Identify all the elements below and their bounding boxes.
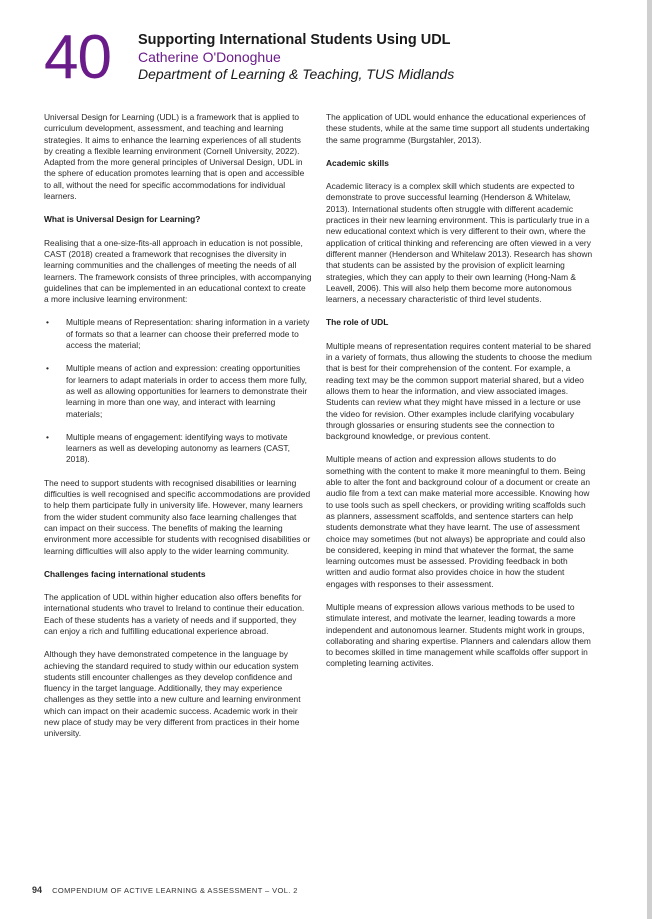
enhance-paragraph: The application of UDL would enhance the educational experiences of these students, while at the same time support all students undertaking the same programme (Burgstahler, 2013). <box>326 112 590 145</box>
page-edge-bar <box>647 0 652 919</box>
list-item-text: Multiple means of Representation: sharing information in a variety of formats so that a learner can choose their preferred mode to access the material; <box>66 317 310 351</box>
compendium-title: COMPENDIUM OF ACTIVE LEARNING & ASSESSMENT – VOL. 2 <box>52 886 298 895</box>
page-footer <box>32 885 298 895</box>
heading-role-of-udl: The role of UDL <box>326 317 389 328</box>
chapter-number: 40 <box>44 23 111 92</box>
need-paragraph: The need to support students with recognised disabilities or learning difficulties is well recognised and specific accommodations are provided to help them participate fully in university life. However, many learners from the wider student community also face learning challenges that can impact on their success. The benefits of making the learning environment more accessible for students with recognised disabilities or learning difficulties will also apply to the wider learning community. <box>44 477 311 556</box>
chapter-author: Catherine O'Donoghue <box>138 49 281 65</box>
list-item-text: Multiple means of engagement: identifying ways to motivate learners as well as developing autonomy as learners (CAST, 2018). <box>66 431 290 465</box>
expression-paragraph: Multiple means of expression allows various methods to be used to stimulate interest, and motivate the learner, leading towards a more independent and autonomous learner. Students might work in groups, collaborating and sharing expertise. Planners and calendars allow them to becomes skilled in time management while scaffolds offer support in completing learning activites. <box>326 601 591 669</box>
cast-paragraph: Realising that a one-size-fits-all approach in education is not possible, CAST (2018) created a framework that recognises the diversity in learning communities and the challenges of meeting the needs of all learners. The framework consists of three principles, with accompanying guidelines that can be implemented in an educational context to create a more inclusive learning environment: <box>44 237 312 305</box>
list-item <box>44 432 312 466</box>
literacy-paragraph: Academic literacy is a complex skill which students are expected to demonstrate to prove successful learning (Henderson & Whitelaw, 2013). International students often struggle with different academic practices in their new learning environment. This is particularly true in a new educational context which is very different to their own, where the application of critical thinking and referencing are often viewed in a very different manner (Henderson and Whitelaw 2013). Research has shown that students can be assisted by the provision of explicit learning strategies, which they can apply to their own learning (Hong-Nam & Leavell, 2006). This will also help them become more autonomous learners, a necessary characteristic of third level students. <box>326 181 593 305</box>
bullet-icon: • <box>46 431 49 442</box>
right-column <box>326 112 594 682</box>
although-paragraph: Although they have demonstrated competence in the language by achieving the standard required to study within our education system students still encounter challenges as they develop confidence and fluency in the target language. Additionally, they may experience challenges as they settle into a new culture and learning environment which can impact on their academic success. Academic work in their new place of study may be very different from practices in their home university. <box>44 649 301 739</box>
list-item <box>44 317 312 351</box>
action-paragraph: Multiple means of action and expression allows students to do something with the content to make it more meaningful to them. Being able to alter the font and background colour of a document or create an audio file from a text can make material more accessible. Knowing how to use tools such as spell checkers, or providing writing scaffolds such as planners, assessment scaffolds, and sentence starters can help students demonstrate what they have learnt. The use of assessment choice may sometimes (but not always) be appropriate and could also be considered, keeping in mind that whatever the format, the same learning outcomes must be assessed. Providing feedback in both written and audio format also provides choice in how the student engages with responses to their assessment. <box>326 454 590 589</box>
heading-what-is-udl: What is Universal Design for Learning? <box>44 214 201 225</box>
chapter-department: Department of Learning & Teaching, TUS Midlands <box>138 66 455 82</box>
heading-challenges: Challenges facing international students <box>44 568 206 579</box>
list-item-text: Multiple means of action and expression: creating opportunities for learners to adapt materials in order to access them more fully, as well as allowing opportunities for learners to demonstrate their learning in more than one way, and interact with learning materials; <box>66 363 308 419</box>
chapter-titles <box>138 32 598 83</box>
left-column <box>44 112 312 752</box>
bullet-icon: • <box>46 363 49 374</box>
list-item <box>44 363 312 419</box>
representation-paragraph: Multiple means of representation requires content material to be shared in a variety of formats, thus allowing the students to choose the medium that is best for their comprehension of the content. For example, a reading text may be the common support material shared, but a video allows them to hear the information, and view associated images. Students can review what they might have missed in a lecture or use the video for revision. Other examples include clarifying vocabulary through glossaries or ensuring students see the connection to background knowledge, or previous content. <box>326 340 592 442</box>
chapter-title: Supporting International Students Using UDL <box>138 32 451 48</box>
bullet-icon: • <box>46 317 49 328</box>
udl-principles-list <box>44 317 312 465</box>
application-paragraph: The application of UDL within higher education also offers benefits for international students who travel to Ireland to continue their education. Each of these students has a variety of needs and if supported, they can enjoy a rich and fulfilling educational experience abroad. <box>44 592 305 636</box>
page-number: 94 <box>32 885 43 895</box>
heading-academic-skills: Academic skills <box>326 157 389 168</box>
chapter-header <box>44 23 604 92</box>
intro-paragraph: Universal Design for Learning (UDL) is a framework that is applied to curriculum development, assessment, and teaching and learning strategies. It aims to enhance the learning experiences of all students by creating a flexible learning environment (Cornell University, 2022). Adapted from the more general principles of Universal Design, UDL in the sphere of education promotes learning that is open and accessible to all, without the need for specific accommodations for individual learners. <box>44 112 305 202</box>
